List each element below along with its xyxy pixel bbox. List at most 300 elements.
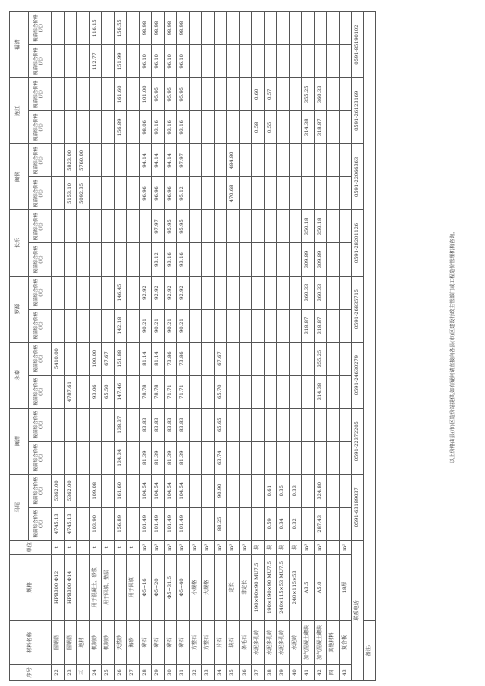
- price-cell: [239, 309, 252, 342]
- row-unit: 块: [289, 540, 302, 554]
- price-cell: [227, 210, 240, 243]
- price-cell: [89, 144, 102, 177]
- price-cell: [339, 441, 352, 474]
- price-cell: [277, 144, 290, 177]
- price-cell: [64, 12, 77, 45]
- header-sub-price: 税前综合价格(元): [29, 408, 52, 441]
- price-cell: [277, 111, 290, 144]
- price-cell: [139, 210, 152, 243]
- row-material-name: 机制砂: [102, 620, 115, 664]
- price-cell: [52, 441, 65, 474]
- row-unit: t: [52, 540, 65, 554]
- row-spec: 用于混凝土、砂浆: [89, 554, 102, 620]
- row-seq: 39: [277, 664, 290, 680]
- price-cell: [252, 408, 265, 441]
- price-cell: 318.87: [314, 309, 327, 342]
- price-cell: 81.39: [139, 441, 152, 474]
- price-cell: [77, 111, 90, 144]
- price-cell: 83.83: [139, 408, 152, 441]
- price-cell: [77, 45, 90, 78]
- price-cell: [102, 111, 115, 144]
- price-cell: [227, 342, 240, 375]
- price-cell: 95.95: [177, 78, 190, 111]
- price-cell: [77, 474, 90, 507]
- price-cell: 318.87: [302, 309, 315, 342]
- price-cell: [289, 177, 302, 210]
- price-cell: 142.18: [114, 309, 127, 342]
- header-sub-price: 税前综合价格(元): [29, 144, 52, 177]
- price-cell: 81.39: [164, 441, 177, 474]
- price-cell: [339, 507, 352, 540]
- price-cell: 5092.35: [77, 177, 90, 210]
- row-material-name: 圆钢筋: [64, 620, 77, 664]
- row-seq: 三: [77, 664, 90, 680]
- price-cell: [102, 45, 115, 78]
- price-cell: [202, 375, 215, 408]
- table-body: [52, 12, 352, 681]
- header-city: 闽清: [10, 408, 29, 474]
- price-cell: [339, 375, 352, 408]
- price-cell: 93.16: [164, 111, 177, 144]
- price-cell: [77, 375, 90, 408]
- header-sub-price: 税前综合价格(元): [29, 12, 52, 45]
- price-cell: [202, 309, 215, 342]
- table-row: [114, 12, 127, 681]
- price-cell: 93.16: [177, 243, 190, 276]
- price-cell: [339, 210, 352, 243]
- price-cell: 5362.00: [52, 474, 65, 507]
- price-cell: 4745.13: [64, 507, 77, 540]
- price-cell: 5410.00: [52, 342, 65, 375]
- price-cell: [202, 144, 215, 177]
- row-spec: A3.5: [302, 554, 315, 620]
- price-cell: 156.89: [114, 507, 127, 540]
- row-unit: m³: [314, 540, 327, 554]
- price-cell: [227, 45, 240, 78]
- row-material-name: 块石: [227, 620, 240, 664]
- price-cell: [189, 177, 202, 210]
- header-sub-price: 税前综合价格(元): [29, 78, 52, 111]
- row-spec: Φ5~16: [139, 554, 152, 620]
- row-spec: 240×115×53 MU7.5: [277, 554, 290, 620]
- price-cell: 93.12: [152, 243, 165, 276]
- price-cell: 0.32: [289, 507, 302, 540]
- row-seq: 35: [227, 664, 240, 680]
- price-cell: 94.14: [152, 144, 165, 177]
- price-cell: [252, 342, 265, 375]
- row-spec: 定长: [227, 554, 240, 620]
- price-cell: [252, 177, 265, 210]
- row-material-name: 加气混凝土砌块: [302, 620, 315, 664]
- header-sub-price: 税前综合价格(元): [29, 507, 52, 540]
- price-cell: [327, 177, 340, 210]
- row-material-name: 加气混凝土砌块: [314, 620, 327, 664]
- price-cell: [277, 375, 290, 408]
- header-sub-price: 税前综合价格(元): [29, 45, 52, 78]
- table-row: [202, 12, 215, 681]
- row-unit: m³: [164, 540, 177, 554]
- price-cell: [64, 111, 77, 144]
- row-material-name: 水泥砖: [289, 620, 302, 664]
- row-seq: 26: [114, 664, 127, 680]
- price-cell: 360.33: [302, 276, 315, 309]
- price-cell: [239, 408, 252, 441]
- row-unit: t: [102, 540, 115, 554]
- header-sub-price: 税前综合价格(元): [29, 177, 52, 210]
- price-cell: [289, 210, 302, 243]
- price-cell: [189, 342, 202, 375]
- header-row-cities: [10, 12, 29, 681]
- price-cell: 93.06: [89, 375, 102, 408]
- row-spec: 190×190×90 MU7.5: [264, 554, 277, 620]
- price-cell: [102, 507, 115, 540]
- table-row: [139, 12, 152, 681]
- price-cell: 101.49: [164, 507, 177, 540]
- price-cell: [302, 12, 315, 45]
- price-cell: [202, 474, 215, 507]
- price-cell: 83.83: [152, 408, 165, 441]
- price-cell: 95.95: [164, 210, 177, 243]
- table-row: [189, 12, 202, 681]
- row-unit: m³: [302, 540, 315, 554]
- price-cell: [127, 45, 140, 78]
- price-cell: 97.97: [152, 210, 165, 243]
- price-cell: [202, 78, 215, 111]
- price-cell: [227, 507, 240, 540]
- price-cell: [264, 12, 277, 45]
- row-spec: HPB300 Φ12: [52, 554, 65, 620]
- price-cell: [202, 210, 215, 243]
- contact-phone: 0591-63189037: [352, 474, 364, 540]
- price-cell: [302, 177, 315, 210]
- price-cell: [52, 210, 65, 243]
- price-cell: 287.43: [314, 507, 327, 540]
- price-cell: [339, 45, 352, 78]
- price-cell: [277, 243, 290, 276]
- price-cell: 90.21: [164, 309, 177, 342]
- price-cell: 63.74: [214, 441, 227, 474]
- price-cell: [239, 507, 252, 540]
- price-cell: [302, 408, 315, 441]
- row-spec: 非定长: [239, 554, 252, 620]
- row-seq: 36: [239, 664, 252, 680]
- price-cell: 65.50: [102, 375, 115, 408]
- price-cell: [127, 441, 140, 474]
- table-row: [64, 12, 77, 681]
- price-cell: 324.80: [314, 474, 327, 507]
- row-unit: [77, 540, 90, 554]
- price-cell: [77, 276, 90, 309]
- price-cell: [264, 144, 277, 177]
- price-cell: [314, 441, 327, 474]
- price-cell: 101.49: [152, 507, 165, 540]
- price-cell: [277, 309, 290, 342]
- price-cell: [227, 474, 240, 507]
- price-cell: [277, 177, 290, 210]
- price-cell: [127, 210, 140, 243]
- contact-phone: 0591-24630279: [352, 342, 364, 408]
- price-cell: 81.14: [139, 342, 152, 375]
- price-cell: [102, 309, 115, 342]
- row-unit: 块: [277, 540, 290, 554]
- price-cell: [327, 45, 340, 78]
- price-cell: 161.60: [114, 474, 127, 507]
- row-unit: m³: [214, 540, 227, 554]
- row-unit: t: [89, 540, 102, 554]
- price-cell: [214, 78, 227, 111]
- price-cell: [189, 309, 202, 342]
- price-cell: [302, 375, 315, 408]
- material-price-table: [9, 11, 376, 681]
- price-cell: [114, 144, 127, 177]
- row-spec: [214, 554, 227, 620]
- row-seq: 37: [252, 664, 265, 680]
- price-cell: 350.18: [314, 210, 327, 243]
- contact-phone: 0591-28201126: [352, 210, 364, 276]
- price-cell: [202, 45, 215, 78]
- price-cell: 355.25: [302, 78, 315, 111]
- price-cell: [189, 78, 202, 111]
- price-cell: [139, 243, 152, 276]
- price-cell: 161.60: [114, 78, 127, 111]
- price-cell: 93.16: [177, 111, 190, 144]
- price-cell: 92.92: [152, 276, 165, 309]
- price-cell: 93.16: [164, 243, 177, 276]
- price-cell: 318.87: [314, 111, 327, 144]
- table-row: [152, 12, 165, 681]
- price-cell: [189, 408, 202, 441]
- price-cell: 88.25: [214, 507, 227, 540]
- price-cell: 355.25: [314, 342, 327, 375]
- price-cell: [289, 111, 302, 144]
- header-sub-price: 税前综合价格(元): [29, 111, 52, 144]
- price-cell: [89, 408, 102, 441]
- price-cell: 101.49: [139, 507, 152, 540]
- price-cell: [102, 408, 115, 441]
- price-cell: 98.98: [177, 12, 190, 45]
- price-cell: [327, 111, 340, 144]
- price-cell: 4787.61: [64, 375, 77, 408]
- price-cell: 151.88: [114, 342, 127, 375]
- header-sub-price: 税前综合价格(元): [29, 276, 52, 309]
- row-seq: 31: [177, 664, 190, 680]
- price-cell: 147.46: [114, 375, 127, 408]
- price-cell: [289, 375, 302, 408]
- table-row: [314, 12, 327, 681]
- price-cell: 5153.10: [64, 177, 77, 210]
- price-cell: 81.39: [152, 441, 165, 474]
- price-cell: [102, 12, 115, 45]
- price-cell: [52, 408, 65, 441]
- price-cell: 90.21: [139, 309, 152, 342]
- table-row: [339, 12, 352, 681]
- price-cell: [302, 441, 315, 474]
- price-cell: 103.90: [89, 507, 102, 540]
- row-seq: 23: [64, 664, 77, 680]
- price-cell: [227, 441, 240, 474]
- price-cell: 0.55: [264, 111, 277, 144]
- price-cell: [239, 474, 252, 507]
- price-cell: [189, 243, 202, 276]
- header-city: 福清: [10, 12, 29, 78]
- price-cell: [289, 12, 302, 45]
- row-unit: m²: [339, 540, 352, 554]
- price-cell: [264, 45, 277, 78]
- header-sub-price: 税前综合价格(元): [29, 474, 52, 507]
- price-cell: [52, 276, 65, 309]
- row-seq: 25: [102, 664, 115, 680]
- row-material-name: 水泥多孔砖: [277, 620, 290, 664]
- price-cell: [252, 45, 265, 78]
- price-cell: [227, 309, 240, 342]
- price-cell: [239, 210, 252, 243]
- price-cell: [314, 45, 327, 78]
- price-cell: [264, 210, 277, 243]
- row-material-name: 方整石: [202, 620, 215, 664]
- price-cell: [127, 375, 140, 408]
- price-cell: [89, 309, 102, 342]
- row-unit: m³: [177, 540, 190, 554]
- price-cell: [189, 210, 202, 243]
- price-cell: [327, 441, 340, 474]
- price-cell: 0.60: [252, 78, 265, 111]
- header-city: 闽侯: [10, 144, 29, 210]
- price-cell: [214, 177, 227, 210]
- price-cell: [327, 474, 340, 507]
- price-cell: 470.68: [227, 177, 240, 210]
- header-spec: 规格: [10, 554, 52, 620]
- price-cell: 0.35: [277, 474, 290, 507]
- price-cell: [189, 45, 202, 78]
- price-cell: [277, 408, 290, 441]
- price-cell: [302, 507, 315, 540]
- price-cell: 95.95: [164, 78, 177, 111]
- price-cell: [227, 111, 240, 144]
- price-cell: 96.10: [139, 45, 152, 78]
- row-spec: Φ5~31.5: [164, 554, 177, 620]
- table-row: [77, 12, 90, 681]
- price-cell: [102, 210, 115, 243]
- price-cell: [127, 243, 140, 276]
- note-text: [364, 12, 376, 621]
- header-name: 材料名称: [10, 620, 52, 664]
- price-cell: [77, 441, 90, 474]
- price-cell: 96.10: [152, 45, 165, 78]
- price-cell: [89, 441, 102, 474]
- table-row: [227, 12, 240, 681]
- table-row: [164, 12, 177, 681]
- row-material-name: 海砂: [127, 620, 140, 664]
- price-cell: [252, 12, 265, 45]
- price-cell: 350.18: [302, 210, 315, 243]
- price-cell: [289, 144, 302, 177]
- row-material-name: 碎石: [139, 620, 152, 664]
- price-cell: 0.34: [277, 507, 290, 540]
- price-cell: [214, 210, 227, 243]
- price-cell: 138.37: [114, 408, 127, 441]
- price-cell: [64, 210, 77, 243]
- row-unit: m³: [152, 540, 165, 554]
- row-unit: m³: [239, 540, 252, 554]
- row-spec: 18厚: [339, 554, 352, 620]
- price-cell: [127, 144, 140, 177]
- price-cell: 96.96: [164, 177, 177, 210]
- price-cell: 93.16: [152, 111, 165, 144]
- price-cell: [327, 408, 340, 441]
- price-cell: [52, 12, 65, 45]
- price-cell: [214, 45, 227, 78]
- header-unit: 单位: [10, 540, 52, 554]
- price-cell: [77, 342, 90, 375]
- price-cell: [77, 78, 90, 111]
- price-cell: [102, 441, 115, 474]
- row-seq: 29: [152, 664, 165, 680]
- rotated-price-sheet: [9, 11, 473, 681]
- table-row: [264, 12, 277, 681]
- price-cell: [252, 276, 265, 309]
- price-cell: [302, 474, 315, 507]
- contact-phone: 0591-26835715: [352, 276, 364, 342]
- row-seq: 41: [302, 664, 315, 680]
- price-cell: 98.98: [164, 12, 177, 45]
- contact-phone: 0591-22372205: [352, 408, 364, 474]
- price-cell: 360.33: [314, 276, 327, 309]
- table-row: [127, 12, 140, 681]
- price-cell: 101.00: [139, 78, 152, 111]
- header-sub-price: 税前综合价格(元): [29, 243, 52, 276]
- price-cell: 5760.00: [77, 144, 90, 177]
- price-cell: [239, 45, 252, 78]
- row-material-name: 方整石: [189, 620, 202, 664]
- price-cell: [127, 342, 140, 375]
- price-cell: 94.14: [164, 144, 177, 177]
- header-city: 连江: [10, 78, 29, 144]
- price-cell: [189, 474, 202, 507]
- price-cell: 65.70: [214, 375, 227, 408]
- price-cell: [89, 78, 102, 111]
- row-spec: Φ5~20: [152, 554, 165, 620]
- price-cell: 65.65: [214, 408, 227, 441]
- row-spec: [77, 554, 90, 620]
- price-cell: [327, 309, 340, 342]
- price-cell: 314.38: [302, 111, 315, 144]
- price-cell: [89, 276, 102, 309]
- price-cell: [77, 243, 90, 276]
- price-cell: [314, 144, 327, 177]
- price-cell: [277, 342, 290, 375]
- header-city: 永泰: [10, 342, 29, 408]
- price-cell: [252, 309, 265, 342]
- price-cell: [339, 144, 352, 177]
- price-cell: [314, 177, 327, 210]
- price-cell: 96.10: [177, 45, 190, 78]
- price-cell: 0.58: [252, 111, 265, 144]
- row-material-name: 机制砂: [89, 620, 102, 664]
- price-cell: [64, 441, 77, 474]
- price-cell: [189, 507, 202, 540]
- header-sub-price: 税前综合价格(元): [29, 441, 52, 474]
- price-cell: 309.89: [314, 243, 327, 276]
- price-cell: [127, 177, 140, 210]
- table-row: [239, 12, 252, 681]
- price-cell: [277, 441, 290, 474]
- price-cell: [327, 210, 340, 243]
- price-cell: [127, 276, 140, 309]
- price-cell: [339, 111, 352, 144]
- price-cell: 73.86: [177, 342, 190, 375]
- price-cell: [102, 177, 115, 210]
- price-cell: [52, 177, 65, 210]
